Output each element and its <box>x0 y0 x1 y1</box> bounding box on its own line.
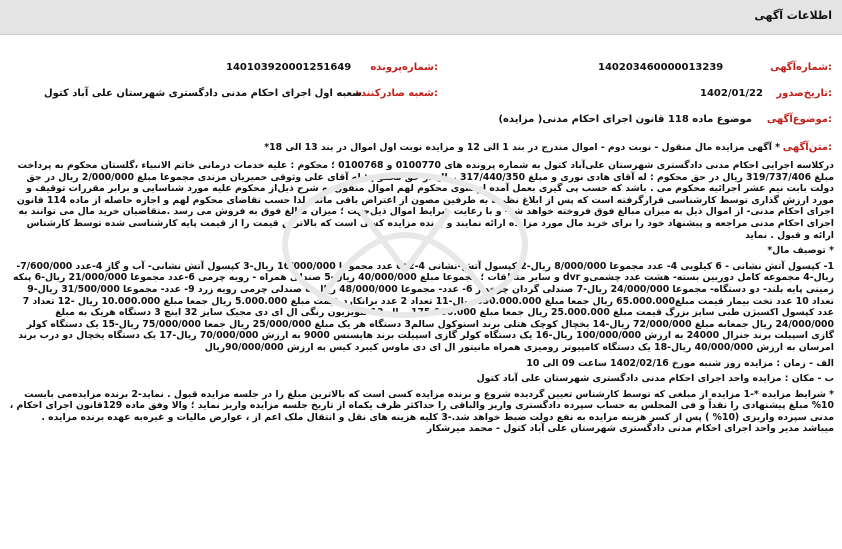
notice-title-line: * آگهی مزایده مال منقول - نوبت دوم - اموال مندرج در بند 1 الی 12 و مزایده نوبت اول اموال در بند 13 الی 18* <box>264 142 780 153</box>
case-number-value: 140103920001251649 <box>226 62 352 73</box>
ad-number-label: شماره‌آگهی: <box>770 62 832 73</box>
conditions-paragraph: * شرایط مزایده *-1 مزایده از مبلغی که توسط کارشناس تعیین گردیده شروع و برنده مزایده کسی است که بالاترین مبلغ را در جلسه مزایده قبول . نماید-2 برنده مزایده‌می بایست 10% مبلغ پیشنهادی را نقداً و فی المجلس به حساب سپرده دادگستری واریز والباقی را حداکثر ظرف یکماه از تاریخ جلسه مزایده واریز نماید ؛ والا وفق ماده 129قانون اجرای احکام ، مدنی سپرده واریزی (10% ) پس از کسر هزینه مزایده به نفع دولت ضبط خواهد شد.-3 کلیه هزینه های نقل و انتقال ملک اعم از ، عوارض مالیات و غیره‌به عهده برنده مزایده . میباشد مدیر واحد اجرای احکام مدنی دادگستری شهرستان علی آباد کتول - محمد میرشکار <box>9 388 834 435</box>
items-paragraph: 1- کپسول آتش نشانی - 6 کیلویی 4- عدد مجموعا 8/000/000 ریال-2 کپسول آتش-نشانی co2-4 عدد مجموعا 16/000/000 ریال-3 کپسول آتش نشانی- آب و گاز 4-عدد 7/600/000- ریال-4 مجموعه کامل دوربین بسته- هشت عدد چشمی‌و dvr و سایر متعلقات ؛ مجموعا مبلغ 40/000/000 ریال-5 صندلی همراه - رویه چرمی 6-عدد مجموعا 21/000/000 ریال-6 پنکه زمینی پایه بلند- دو دستگاه- مجموعا 24/000/000 ریال-7 صندلی گردان چرخدار 6- عدد- مجموعا 48/000/000 ریال-8 صندلی چرمی رویه زرد 9- عدد- مجموعا 31/500/000 ریال-9 تعداد 10 عدد تخت بیمار قیمت مبلغ65.000.000 ریال جمعا مبلغ 650.000.000 ریال-11 تعداد 2 عدد برانکارد قیمت مبلغ 5.000.000 ریال جمعا مبلغ 10.000.000 ریال -12 تعداد 7 عدد کپسول اکسیژن طبی سایز بزرگ قیمت مبلغ 25.000.000 ریال جمعا مبلغ 175.000.000 ریال-13 تلویزیون رنگی ال ای دی مجیک سایز 32 اینچ 3 دستگاه هریک به مبلغ 24/000/000 ریال جمعابه مبلغ 72/000/000 ریال-14 یخچال کوچک هتلی برند اسنوکول سالم3 دستگاه هر یک مبلغ 25/000/000 ریال جمعا 75/000/000 ریال-15 یک دستگاه کولر گازی اسپیلت برند جنرال 24000 به ارزش 100/000/000 ریال-16 یک دستگاه کولر گازی اسپیلت برند هایسنس 9000 به ارزش 70/000/000 ریال-17 یک دستگاه یخچال دو درب برند امرسان به ارزش 40/000/000 ریال-18 یک دستگاه کامپیوتر رومیزی همراه مانیتور ال ای دی ماوس کیبرد کیس به ارزش 90/000/000ریال <box>13 260 834 353</box>
issuing-branch-value: شعبه اول اجرای احکام مدنی دادگستری شهرستان علی آباد کتول <box>43 88 362 99</box>
ad-number-value: 140203460000013239 <box>598 62 724 73</box>
case-number-label: شماره‌پرونده: <box>370 62 438 73</box>
issuing-branch-label: شعبه صادر‌کننده: <box>354 88 438 99</box>
notice-header <box>0 0 842 35</box>
notice-body <box>8 160 834 435</box>
auction-place: ب - مکان : مزایده واحد اجرای احکام مدنی دادگستری شهرستان علی آباد کتول <box>476 373 834 385</box>
notice-header-title: اطلاعات آگهی <box>754 9 832 22</box>
auction-time: الف - زمان : مزایده روز شنبه مورخ 1402/02/16 ساعت 09 الی 10 <box>526 357 834 369</box>
issue-date-value: 1402/01/22 <box>700 88 763 99</box>
intro-paragraph: درکلاسه اجرایی احکام مدنی دادگستری شهرستان علی‌آباد کتول به شماره پرونده های 0100770 و 0100768 ؛ محکوم : علیه خدمات درمانی خاتم الانبیاء ،گلستان محکوم به پرداخت مبلغ 319/737/406 ریال در حق محکوم : له آقای هادی نوری و مبلغ 317/440/350 ریال در حق محکوم : له آقای علی وثوقی حمیریان مزندی مجموعا مبلغ 2/000/000 ریال در حق دولت بابت نیم عشر اجرائیه محکوم می . باشد که حسب پی گیری بعمل آمده از سوی محکوم لهم اموال منقول به شرح ذیل‌از محکوم علیه مورد شناسایی و برابر مقررات توقیف و مورد ارزش گذاری توسط کارشناسی قرارگرفته است که پس از ابلاغ نظریه به طرفین مصون از اعتراض باقی مانده لذا حسب تقاضای محکوم لهم و اجازه حاصله از ماده 114 قانون اجرای احکام مدنی- از اموال ذیل به میزان مبالغ فوق فروخته خواهد شد- و با رعایت شرایط اموال ذیل‌جهت ؛ میزان مبالغ فوق به فروش می رسد .متقاضیان خرید مال می توانند به اجرای احکام مدنی مراجعه و پیشنهاد خود را برای خرید مال مورد مزایده ارائه نمایند و برنده مزایده کسی است که بالاترین قیمت را از قیمت پایه کارشناسی شده توسط کارشناس ارائه و قبول . نماید <box>16 160 834 241</box>
notice-text-label: متن‌آگهی: <box>782 142 832 153</box>
issue-date-label: تاریخ‌صدور: <box>776 88 832 99</box>
subject-label: موضوع‌آگهی: <box>766 114 832 125</box>
subject-value: موضوع ماده 118 قانون اجرای احکام مدنی( مزایده) <box>498 114 752 125</box>
description-title: * توصیف مال* <box>767 245 834 257</box>
